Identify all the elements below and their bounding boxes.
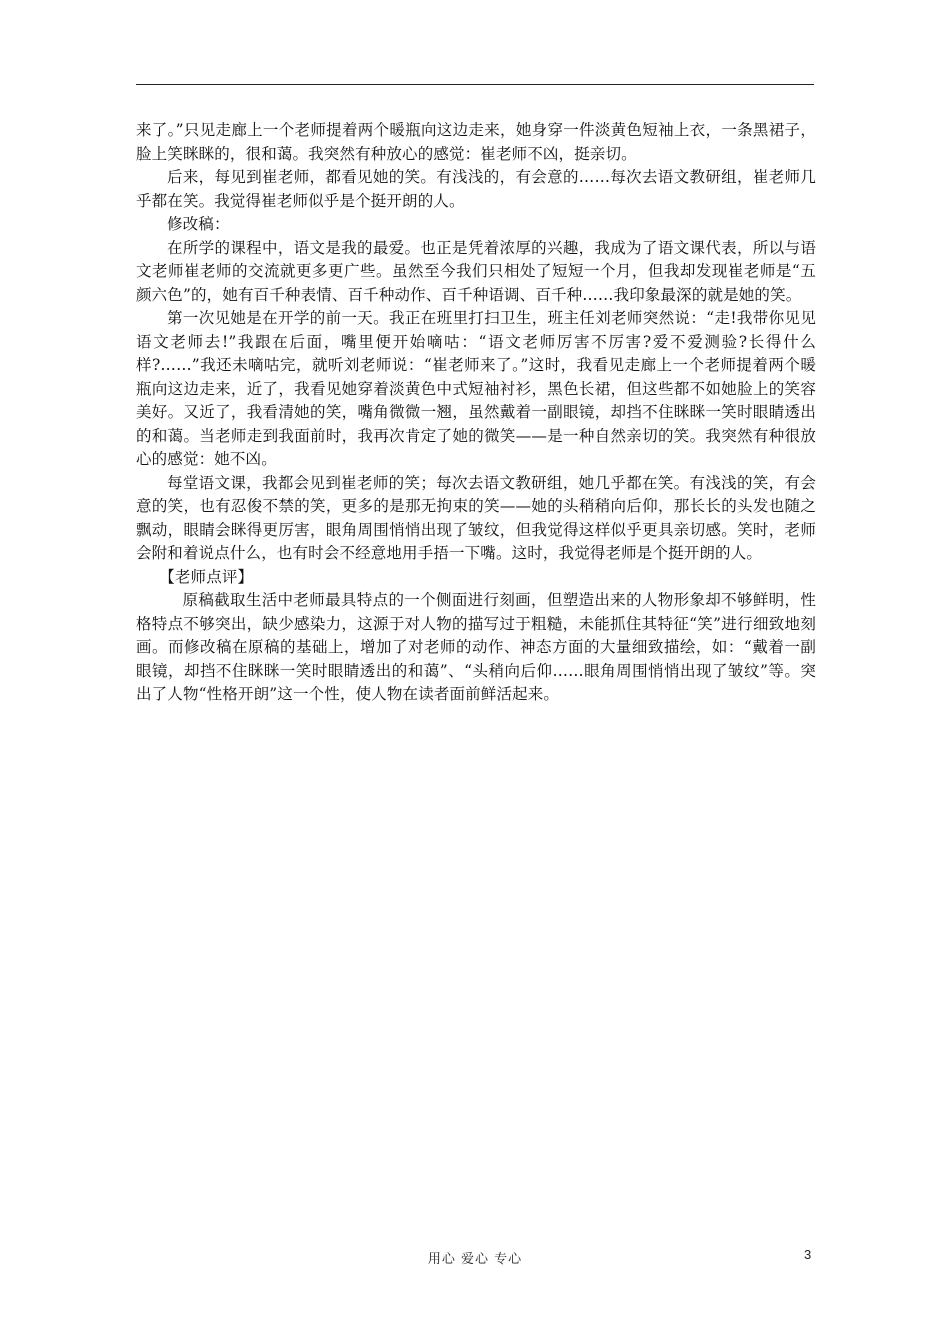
paragraph-revision-intro: 在所学的课程中，语文是我的最爱。也正是凭着浓厚的兴趣，我成为了语文课代表，所以与语文老师崔老师的交流就更多更广些。虽然至今我们只相处了短短一个月，但我却发现崔老师是“五颜六色”的，她有百千种表情、百千种动作、百千种语调、百千种……我印象最深的就是她的笑。 [136,238,816,304]
paragraph-original-later: 后来，每见到崔老师，都看见她的笑。有浅浅的，有会意的……每次去语文教研组，崔老师几乎都在笑。我觉得崔老师似乎是个挺开朗的人。 [136,168,816,210]
document-body [136,119,816,707]
header-rule [136,84,814,85]
paragraph-original-ending: 来了。”只见走廊上一个老师提着两个暖瓶向这边走来，她身穿一件淡黄色短袖上衣，一条黑裙子，脸上笑眯眯的，很和蔼。我突然有种放心的感觉：崔老师不凶，挺亲切。 [136,121,816,163]
paragraph-revision-first-meeting: 第一次见她是在开学的前一天。我正在班里打扫卫生，班主任刘老师突然说：“走!我带你见见语文老师去!”我跟在后面，嘴里便开始嘀咕：“语文老师厉害不厉害?爱不爱测验?长得什么样?……”我还未嘀咕完，就听刘老师说：“崔老师来了。”这时，我看见走廊上一个老师提着两个暖瓶向这边走来，近了，我看见她穿着淡黄色中式短袖衬衫，黑色长裙，但这些都不如她脸上的笑容美好。又近了，我看清她的笑，嘴角微微一翘，虽然戴着一副眼镜，却挡不住眯眯一笑时眼睛透出的和蔼。当老师走到我面前时，我再次肯定了她的微笑——是一种自然亲切的笑。我突然有种很放心的感觉：她不凶。 [136,309,816,468]
page-number: 3 [804,1247,812,1262]
paragraph-revision-class-smile: 每堂语文课，我都会见到崔老师的笑；每次去语文教研组，她几乎都在笑。有浅浅的笑，有会意的笑，也有忍俊不禁的笑，更多的是那无拘束的笑——她的头稍稍向后仰，那长长的头发也随之飘动，眼睛会眯得更厉害，眼角周围悄悄出现了皱纹，但我觉得这样似乎更具亲切感。笑时，老师会附和着说点什么，也有时会不经意地用手捂一下嘴。这时，我觉得老师是个挺开朗的人。 [136,473,816,562]
paragraph-teacher-comment: 原稿截取生活中老师最具特点的一个侧面进行刻画，但塑造出来的人物形象却不够鲜明，性格特点不够突出，缺少感染力，这源于对人物的描写过于粗糙，未能抓住其特征“笑”进行细致地刻画。而修改稿在原稿的基础上，增加了对老师的动作、神态方面的大量细致描绘，如：“戴着一副眼镜，却挡不住眯眯一笑时眼睛透出的和蔼”、“头稍向后仰……眼角周围悄悄出现了皱纹”等。突出了人物“性格开朗”这一个性，使人物在读者面前鲜活起来。 [136,591,816,703]
revision-label: 修改稿： [167,215,230,233]
footer-slogan: 用心 爱心 专心 [427,1252,523,1267]
teacher-comment-heading: 【老师点评】 [159,567,254,586]
